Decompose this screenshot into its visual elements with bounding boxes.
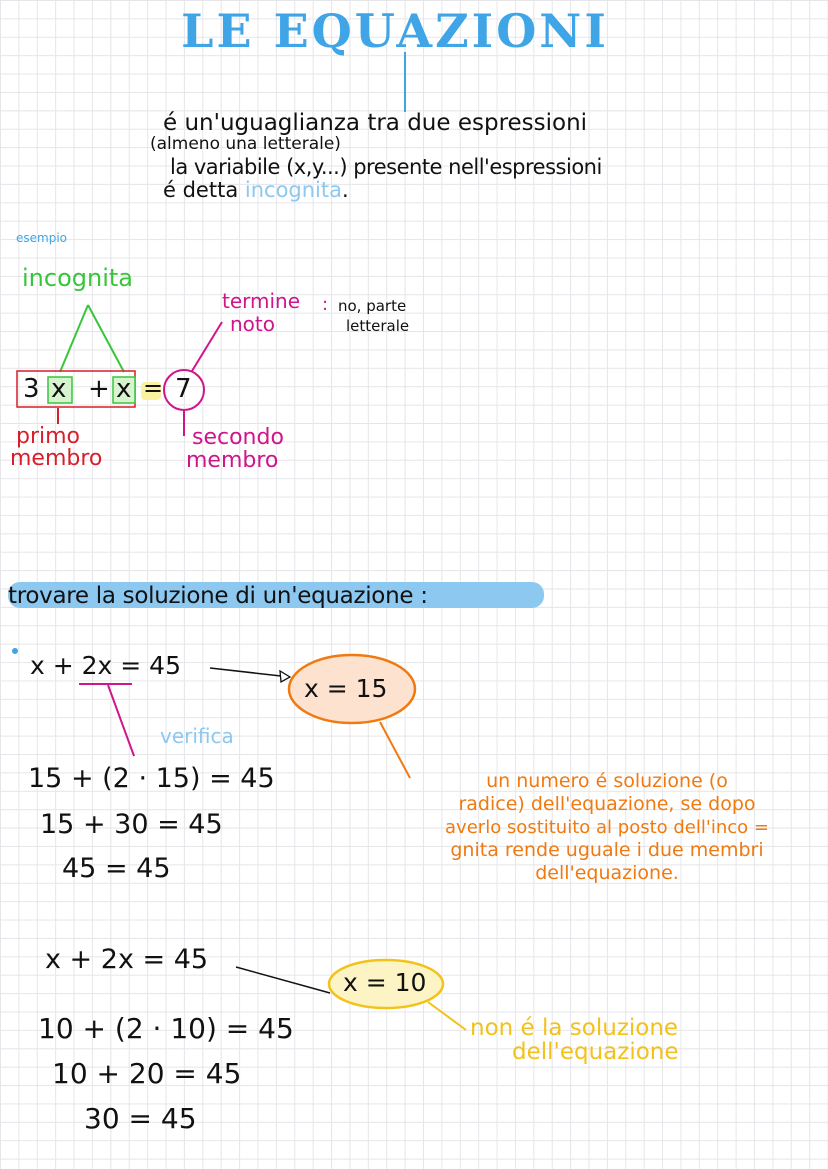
termine-noto-label bbox=[222, 290, 300, 336]
eq-plus: + bbox=[88, 374, 110, 404]
example-label: esempio bbox=[16, 231, 67, 245]
verifica-label: verifica bbox=[160, 724, 234, 748]
verifica-line bbox=[108, 685, 134, 756]
note1-line4: gnita rende uguale i due membri bbox=[450, 839, 764, 861]
eq-rhs: 7 bbox=[175, 374, 192, 404]
example2-step1: 10 + (2 · 10) = 45 bbox=[38, 1012, 294, 1045]
termine-noto-note-line2: letterale bbox=[346, 317, 410, 335]
note-line-2 bbox=[428, 1002, 466, 1030]
termine-noto-note bbox=[338, 296, 409, 336]
secondo-line2: membro bbox=[186, 448, 279, 473]
termine-noto-line2: noto bbox=[230, 312, 275, 336]
intro-line3: la variabile (x,y...) presente nell'espressioni bbox=[170, 155, 602, 179]
example2-note bbox=[470, 1016, 679, 1064]
note2-line2: dell'equazione bbox=[512, 1039, 679, 1065]
eq-coefficient: 3 bbox=[23, 374, 40, 404]
eq-equals: = bbox=[143, 374, 164, 402]
intro-line4-suffix: . bbox=[342, 178, 349, 202]
arrow-line-2 bbox=[236, 967, 330, 993]
primo-line2: membro bbox=[10, 446, 103, 471]
example1-step3: 45 = 45 bbox=[62, 853, 171, 884]
example1-equation: x + 2x = 45 bbox=[30, 651, 181, 680]
termine-noto-colon: : bbox=[322, 294, 329, 315]
example1-solution: x = 15 bbox=[304, 674, 388, 703]
incognita-line-left bbox=[60, 305, 88, 372]
termine-noto-note-line1: no, parte bbox=[338, 297, 407, 315]
note1-line3: averlo sostituito al posto dell'inco = bbox=[445, 817, 769, 838]
arrow-head-1 bbox=[280, 671, 290, 682]
secondo-line1: secondo bbox=[192, 425, 284, 450]
intro-line4 bbox=[163, 178, 349, 202]
example1-step2: 15 + 30 = 45 bbox=[40, 809, 223, 840]
termine-noto-line1: termine bbox=[222, 289, 301, 313]
eq-var-left: x bbox=[51, 374, 67, 404]
primo-membro-label bbox=[10, 426, 102, 470]
primo-line1: primo bbox=[16, 424, 81, 449]
termine-noto-line bbox=[192, 322, 222, 371]
intro-line2: (almeno una letterale) bbox=[150, 134, 341, 154]
example2-solution: x = 10 bbox=[343, 968, 427, 997]
incognita-line-right bbox=[88, 305, 124, 372]
note1-line1: un numero é soluzione (o bbox=[486, 770, 728, 792]
intro-line4-prefix: é detta bbox=[163, 178, 239, 202]
eq-var-right: x bbox=[116, 374, 132, 404]
section-heading: trovare la soluzione di un'equazione : bbox=[8, 583, 428, 609]
arrow-line-1 bbox=[210, 668, 290, 677]
example1-step1: 15 + (2 · 15) = 45 bbox=[28, 763, 275, 794]
note1-line2: radice) dell'equazione, se dopo bbox=[458, 793, 756, 815]
bullet-dot bbox=[12, 648, 18, 654]
example1-note bbox=[392, 770, 822, 885]
page-title: LE EQUAZIONI bbox=[181, 4, 609, 58]
intro-line1: é un'uguaglianza tra due espressioni bbox=[163, 110, 588, 136]
secondo-membro-label bbox=[186, 426, 284, 472]
note2-line1: non é la soluzione bbox=[470, 1015, 679, 1041]
example2-step2: 10 + 20 = 45 bbox=[52, 1057, 242, 1090]
note1-line5: dell'equazione. bbox=[535, 862, 679, 884]
example2-equation: x + 2x = 45 bbox=[45, 944, 209, 975]
intro-incognita-term: incognita bbox=[244, 178, 342, 202]
example2-step3: 30 = 45 bbox=[84, 1102, 197, 1135]
incognita-label: incognita bbox=[22, 264, 133, 292]
